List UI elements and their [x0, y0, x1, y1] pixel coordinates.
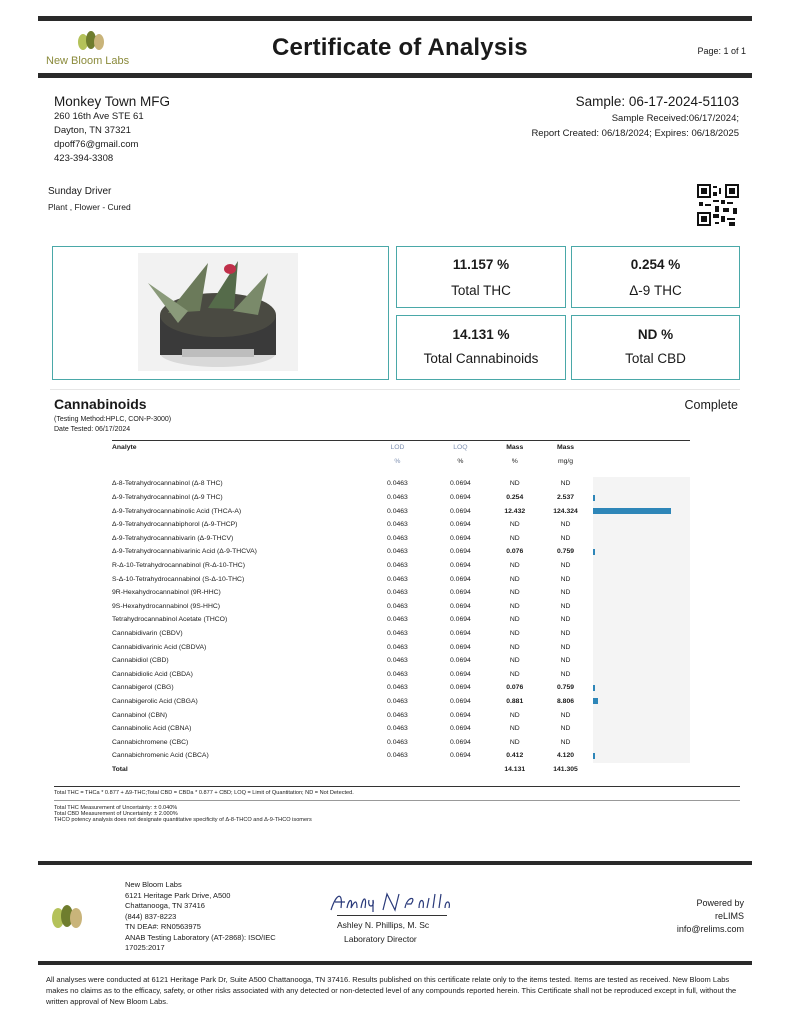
col-lod: LOD — [390, 444, 405, 452]
cell-lod: 0.0463 — [387, 725, 408, 733]
table-row — [112, 681, 690, 695]
cell-loq: 0.0694 — [450, 643, 471, 651]
table-total-row — [112, 763, 690, 777]
cell-loq: 0.0694 — [450, 589, 471, 597]
table-row — [112, 640, 690, 654]
total-cannabinoids-label: Total Cannabinoids — [423, 351, 539, 366]
cell-mass-mg: ND — [560, 575, 571, 583]
cell-lod: 0.0463 — [387, 630, 408, 638]
uncertainty-thc: Total THC Measurement of Uncertainty: ± 0.040% — [54, 805, 178, 811]
value-bar — [593, 508, 671, 514]
table-row — [112, 586, 690, 600]
cell-mass-pct: ND — [509, 480, 520, 488]
value-bar — [593, 753, 595, 759]
total-thc-card — [396, 246, 566, 308]
table-header-row — [112, 441, 690, 455]
table-row — [112, 491, 690, 505]
cell-lod: 0.0463 — [387, 521, 408, 529]
table-spacer-row — [112, 468, 690, 477]
cell-analyte: 9S-Hexahydrocannabinol (9S-HHC) — [112, 602, 221, 610]
cell-mass-mg: ND — [560, 657, 571, 665]
cell-bar — [593, 681, 690, 695]
formula-note: Total THC = THCa * 0.877 + Δ9-THC;Total CBD = CBDa * 0.877 + CBD; LOQ = Limit of Quantitation; ND = Not Detected. — [54, 790, 354, 796]
cell-mass-mg: ND — [560, 670, 571, 678]
page-number: Page: 1 of 1 — [697, 46, 746, 56]
cell-analyte: Cannabidiol (CBD) — [112, 657, 169, 665]
powered-by-block — [677, 897, 744, 936]
table-row — [112, 477, 690, 491]
table-row — [112, 572, 690, 586]
cell-lod: 0.0463 — [387, 480, 408, 488]
cell-loq: 0.0694 — [450, 670, 471, 678]
cell-mass-pct: ND — [509, 643, 520, 651]
value-bar — [593, 685, 595, 691]
cell-mass-mg: 2.537 — [557, 494, 575, 502]
footer-lab-info — [125, 880, 276, 954]
cell-lod: 0.0463 — [387, 534, 408, 542]
cell-mass-mg: ND — [560, 616, 571, 624]
cell-mass-pct: ND — [509, 589, 520, 597]
sample-received: Sample Received:06/17/2024; — [611, 113, 739, 124]
cell-mass-pct: ND — [509, 616, 520, 624]
cell-loq: 0.0694 — [450, 575, 471, 583]
cell-mass-pct: 0.412 — [506, 752, 524, 760]
cell-loq: 0.0694 — [450, 711, 471, 719]
cell-lod: 0.0463 — [387, 494, 408, 502]
cell-mass-pct: ND — [509, 630, 520, 638]
total-cbd-label: Total CBD — [625, 351, 686, 366]
table-row — [112, 532, 690, 546]
cell-loq: 0.0694 — [450, 521, 471, 529]
table-row — [112, 749, 690, 763]
d9-thc-value: 0.254 % — [630, 257, 681, 272]
total-mg: 141.305 — [553, 765, 578, 773]
client-address2: Dayton, TN 37321 — [54, 125, 131, 136]
table-row — [112, 545, 690, 559]
signature-icon — [327, 886, 457, 916]
cell-bar — [593, 640, 690, 654]
cell-analyte: Cannabidivarinic Acid (CBDVA) — [112, 643, 207, 651]
cell-analyte: Tetrahydrocannabinol Acetate (THCO) — [112, 616, 228, 624]
cell-analyte: 9R-Hexahydrocannabinol (9R-HHC) — [112, 589, 221, 597]
total-blank-lod — [366, 763, 429, 777]
cell-loq: 0.0694 — [450, 494, 471, 502]
cell-mass-mg: ND — [560, 589, 571, 597]
cell-mass-mg: 124.324 — [553, 507, 578, 515]
lab-logo — [74, 30, 108, 52]
cell-lod: 0.0463 — [387, 752, 408, 760]
cell-mass-mg: ND — [560, 534, 571, 542]
value-bar — [593, 549, 595, 555]
cell-bar — [593, 735, 690, 749]
unit-lod: % — [394, 457, 401, 465]
footer-lab-iso: 17025:2017 — [125, 943, 165, 952]
cell-mass-pct: ND — [509, 670, 520, 678]
product-name: Sunday Driver — [48, 186, 112, 197]
cell-analyte: R-Δ-10-Tetrahydrocannabinol (R-Δ-10-THC) — [112, 562, 245, 570]
product-type: Plant , Flower - Cured — [48, 202, 131, 212]
date-tested: Date Tested: 06/17/2024 — [54, 426, 131, 433]
d9-thc-card — [571, 246, 740, 308]
cell-loq: 0.0694 — [450, 507, 471, 515]
cell-mass-mg: ND — [560, 602, 571, 610]
footer-logo — [48, 903, 86, 931]
cell-loq: 0.0694 — [450, 534, 471, 542]
cell-analyte: Δ-9-Tetrahydrocannabiphorol (Δ-9-THCP) — [112, 521, 238, 529]
leaf-logo-icon — [74, 30, 108, 52]
cell-lod: 0.0463 — [387, 575, 408, 583]
table-row — [112, 600, 690, 614]
total-cbd-card — [571, 315, 740, 380]
cell-bar — [593, 559, 690, 573]
signature-line — [337, 915, 447, 916]
qr-code[interactable] — [697, 184, 739, 226]
powered-by-name: reLIMS — [714, 911, 744, 921]
section-divider — [50, 389, 740, 390]
cell-loq: 0.0694 — [450, 562, 471, 570]
cell-loq: 0.0694 — [450, 752, 471, 760]
cell-bar — [593, 504, 690, 518]
table-row — [112, 668, 690, 682]
cell-mass-pct: ND — [509, 521, 520, 529]
thco-note: THCO potency analysis does not designate quantitative specificity of Δ-8-THCO and Δ-9-THCO isomers — [54, 817, 312, 823]
table-row — [112, 627, 690, 641]
table-row — [112, 722, 690, 736]
cell-bar — [593, 668, 690, 682]
cell-loq: 0.0694 — [450, 548, 471, 556]
cell-analyte: Cannabidivarin (CBDV) — [112, 630, 183, 638]
unit-loq: % — [457, 457, 464, 465]
cell-mass-mg: ND — [560, 521, 571, 529]
cannabinoids-title: Cannabinoids — [54, 396, 147, 412]
footer-bottom-rule — [38, 961, 752, 965]
cell-lod: 0.0463 — [387, 589, 408, 597]
cell-bar — [593, 572, 690, 586]
cell-analyte: Cannabidiolic Acid (CBDA) — [112, 670, 193, 678]
cell-bar — [593, 600, 690, 614]
lab-logo-text: New Bloom Labs — [46, 55, 130, 67]
unit-pct: % — [511, 457, 518, 465]
unit-mg: mg/g — [557, 457, 574, 465]
total-blank-loq — [429, 763, 492, 777]
col-analyte: Analyte — [112, 444, 137, 452]
total-blank-bar — [593, 763, 690, 777]
cell-mass-pct: 0.881 — [506, 697, 524, 705]
cell-loq: 0.0694 — [450, 725, 471, 733]
footer-top-rule — [38, 861, 752, 865]
cell-bar — [593, 708, 690, 722]
table-row — [112, 654, 690, 668]
sample-photo-frame — [52, 246, 389, 380]
cell-analyte: S-Δ-10-Tetrahydrocannabinol (S-Δ-10-THC) — [112, 575, 245, 583]
report-dates: Report Created: 06/18/2024; Expires: 06/18/2025 — [531, 128, 739, 139]
cell-loq: 0.0694 — [450, 630, 471, 638]
col-bar — [593, 441, 690, 455]
cell-lod: 0.0463 — [387, 616, 408, 624]
table-row — [112, 559, 690, 573]
flower-photo-icon — [138, 253, 298, 371]
cell-analyte: Δ-9-Tetrahydrocannabivarin (Δ-9-THCV) — [112, 534, 234, 542]
cell-analyte: Δ-9-Tetrahydrocannabinolic Acid (THCA-A) — [112, 507, 242, 515]
cell-mass-mg: 0.759 — [557, 548, 575, 556]
cell-mass-mg: 4.120 — [557, 752, 575, 760]
d9-thc-label: Δ-9 THC — [629, 283, 682, 298]
cell-analyte: Cannabinol (CBN) — [112, 711, 168, 719]
cell-bar — [593, 518, 690, 532]
cell-analyte: Cannabigerolic Acid (CBGA) — [112, 697, 198, 705]
cell-analyte: Cannabichromene (CBC) — [112, 738, 189, 746]
page-title: Certificate of Analysis — [272, 34, 528, 61]
cell-mass-pct: ND — [509, 602, 520, 610]
uncertainty-cbd: Total CBD Measurement of Uncertainty: ± 2.000% — [54, 811, 178, 817]
total-thc-value: 11.157 % — [452, 257, 510, 272]
footer-lab-anab: ANAB Testing Laboratory (AT-2868): ISO/IEC — [125, 932, 276, 942]
cell-bar — [593, 722, 690, 736]
cell-bar — [593, 749, 690, 763]
notes-divider — [54, 800, 740, 801]
table-row — [112, 613, 690, 627]
client-phone: 423-394-3308 — [54, 153, 114, 164]
value-bar — [593, 698, 598, 704]
total-label: Total — [112, 765, 128, 773]
cell-bar — [593, 613, 690, 627]
cell-analyte: Δ-9-Tetrahydrocannabinol (Δ-9 THC) — [112, 494, 223, 502]
cell-loq: 0.0694 — [450, 657, 471, 665]
cannabinoids-status: Complete — [684, 398, 738, 412]
cell-loq: 0.0694 — [450, 684, 471, 692]
cell-analyte: Δ-9-Tetrahydrocannabivarinic Acid (Δ-9-THCVA) — [112, 548, 257, 556]
header-bottom-rule — [38, 73, 752, 78]
cell-bar — [593, 586, 690, 600]
cell-loq: 0.0694 — [450, 602, 471, 610]
cell-mass-mg: ND — [560, 630, 571, 638]
footer-leaf-logo-icon — [48, 903, 86, 931]
client-address1: 260 16th Ave STE 61 — [54, 111, 144, 122]
total-cannabinoids-value: 14.131 % — [452, 327, 510, 342]
footer-lab-name: New Bloom Labs — [125, 880, 182, 889]
header-top-rule — [38, 16, 752, 21]
footer-lab-dea: TN DEA#: RN0563975 — [125, 922, 201, 931]
cell-lod: 0.0463 — [387, 697, 408, 705]
client-name: Monkey Town MFG — [54, 94, 171, 109]
cell-lod: 0.0463 — [387, 507, 408, 515]
client-email: dpoff76@gmail.com — [54, 139, 139, 150]
cell-analyte: Cannabichromenic Acid (CBCA) — [112, 752, 209, 760]
table-row — [112, 708, 690, 722]
cell-loq: 0.0694 — [450, 697, 471, 705]
cell-mass-pct: ND — [509, 711, 520, 719]
total-pct: 14.131 — [504, 765, 526, 773]
value-bar — [593, 495, 595, 501]
cell-lod: 0.0463 — [387, 670, 408, 678]
cell-mass-pct: ND — [509, 575, 520, 583]
cell-lod: 0.0463 — [387, 711, 408, 719]
cell-loq: 0.0694 — [450, 480, 471, 488]
testing-method: (Testing Method:HPLC, CON-P-3000) — [54, 416, 172, 423]
cell-mass-pct: ND — [509, 738, 520, 746]
cell-lod: 0.0463 — [387, 657, 408, 665]
director-signature — [327, 886, 457, 916]
powered-by-email[interactable]: info@relims.com — [676, 924, 744, 934]
cell-lod: 0.0463 — [387, 684, 408, 692]
col-mass-mg: Mass — [557, 444, 575, 452]
cell-mass-pct: ND — [509, 725, 520, 733]
cell-lod: 0.0463 — [387, 602, 408, 610]
cell-mass-mg: ND — [560, 725, 571, 733]
cell-lod: 0.0463 — [387, 738, 408, 746]
total-cannabinoids-card — [396, 315, 566, 380]
cell-bar — [593, 477, 690, 491]
footer-lab-address1: 6121 Heritage Park Drive, A500 — [125, 890, 231, 900]
cell-mass-mg: ND — [560, 643, 571, 651]
cell-bar — [593, 654, 690, 668]
cell-mass-pct: ND — [509, 657, 520, 665]
director-title: Laboratory Director — [344, 934, 417, 944]
footer-lab-address2: Chattanooga, TN 37416 — [125, 901, 205, 910]
footer-lab-phone: (844) 837-8223 — [125, 911, 177, 921]
col-loq: LOQ — [453, 444, 468, 452]
cell-mass-pct: ND — [509, 534, 520, 542]
table-bottom-rule — [54, 786, 740, 787]
qr-code-icon — [697, 184, 739, 226]
cell-bar — [593, 532, 690, 546]
cell-analyte: Cannabinolic Acid (CBNA) — [112, 725, 192, 733]
cell-lod: 0.0463 — [387, 643, 408, 651]
total-thc-label: Total THC — [451, 283, 511, 298]
cell-lod: 0.0463 — [387, 548, 408, 556]
unit-analyte-blank — [112, 455, 366, 469]
cell-mass-mg: ND — [560, 480, 571, 488]
table-row — [112, 735, 690, 749]
cell-mass-pct: 12.432 — [504, 507, 526, 515]
cell-mass-pct: 0.076 — [506, 548, 524, 556]
cell-analyte: Δ-8-Tetrahydrocannabinol (Δ-8 THC) — [112, 480, 223, 488]
unit-bar-blank — [593, 455, 690, 469]
col-mass-pct: Mass — [506, 444, 524, 452]
cell-mass-mg: ND — [560, 738, 571, 746]
cell-bar — [593, 695, 690, 709]
sample-id: Sample: 06-17-2024-51103 — [575, 94, 739, 109]
cell-mass-pct: 0.076 — [506, 684, 524, 692]
powered-by-label: Powered by — [696, 898, 744, 908]
cell-loq: 0.0694 — [450, 738, 471, 746]
cell-mass-mg: 8.806 — [557, 697, 575, 705]
cell-mass-mg: ND — [560, 562, 571, 570]
cell-mass-pct: ND — [509, 562, 520, 570]
cell-bar — [593, 491, 690, 505]
cell-analyte: Cannabigerol (CBG) — [112, 684, 174, 692]
cell-bar — [593, 545, 690, 559]
table-row — [112, 518, 690, 532]
cell-loq: 0.0694 — [450, 616, 471, 624]
sample-photo — [138, 253, 298, 371]
table-unit-row — [112, 455, 690, 469]
table-row — [112, 504, 690, 518]
total-cbd-value: ND % — [637, 327, 674, 342]
cell-bar — [593, 627, 690, 641]
cell-lod: 0.0463 — [387, 562, 408, 570]
table-row — [112, 695, 690, 709]
director-name: Ashley N. Phillips, M. Sc — [337, 920, 430, 930]
disclaimer: All analyses were conducted at 6121 Heritage Park Dr, Suite A500 Chattanooga, TN 37416. Results published on this certificate relate only to the items tested. Items are tested as received. New Bloom Labs makes no claims as to the efficacy, safety, or other risks associated with any detected or non-detected level of any compounds reported herein. This Certificate shall not be reproduced except in full, without the written approval of New Bloom Labs. — [46, 975, 737, 1006]
cell-mass-mg: ND — [560, 711, 571, 719]
cell-mass-mg: 0.759 — [557, 684, 575, 692]
cannabinoids-table — [112, 441, 690, 776]
cell-mass-pct: 0.254 — [506, 494, 524, 502]
